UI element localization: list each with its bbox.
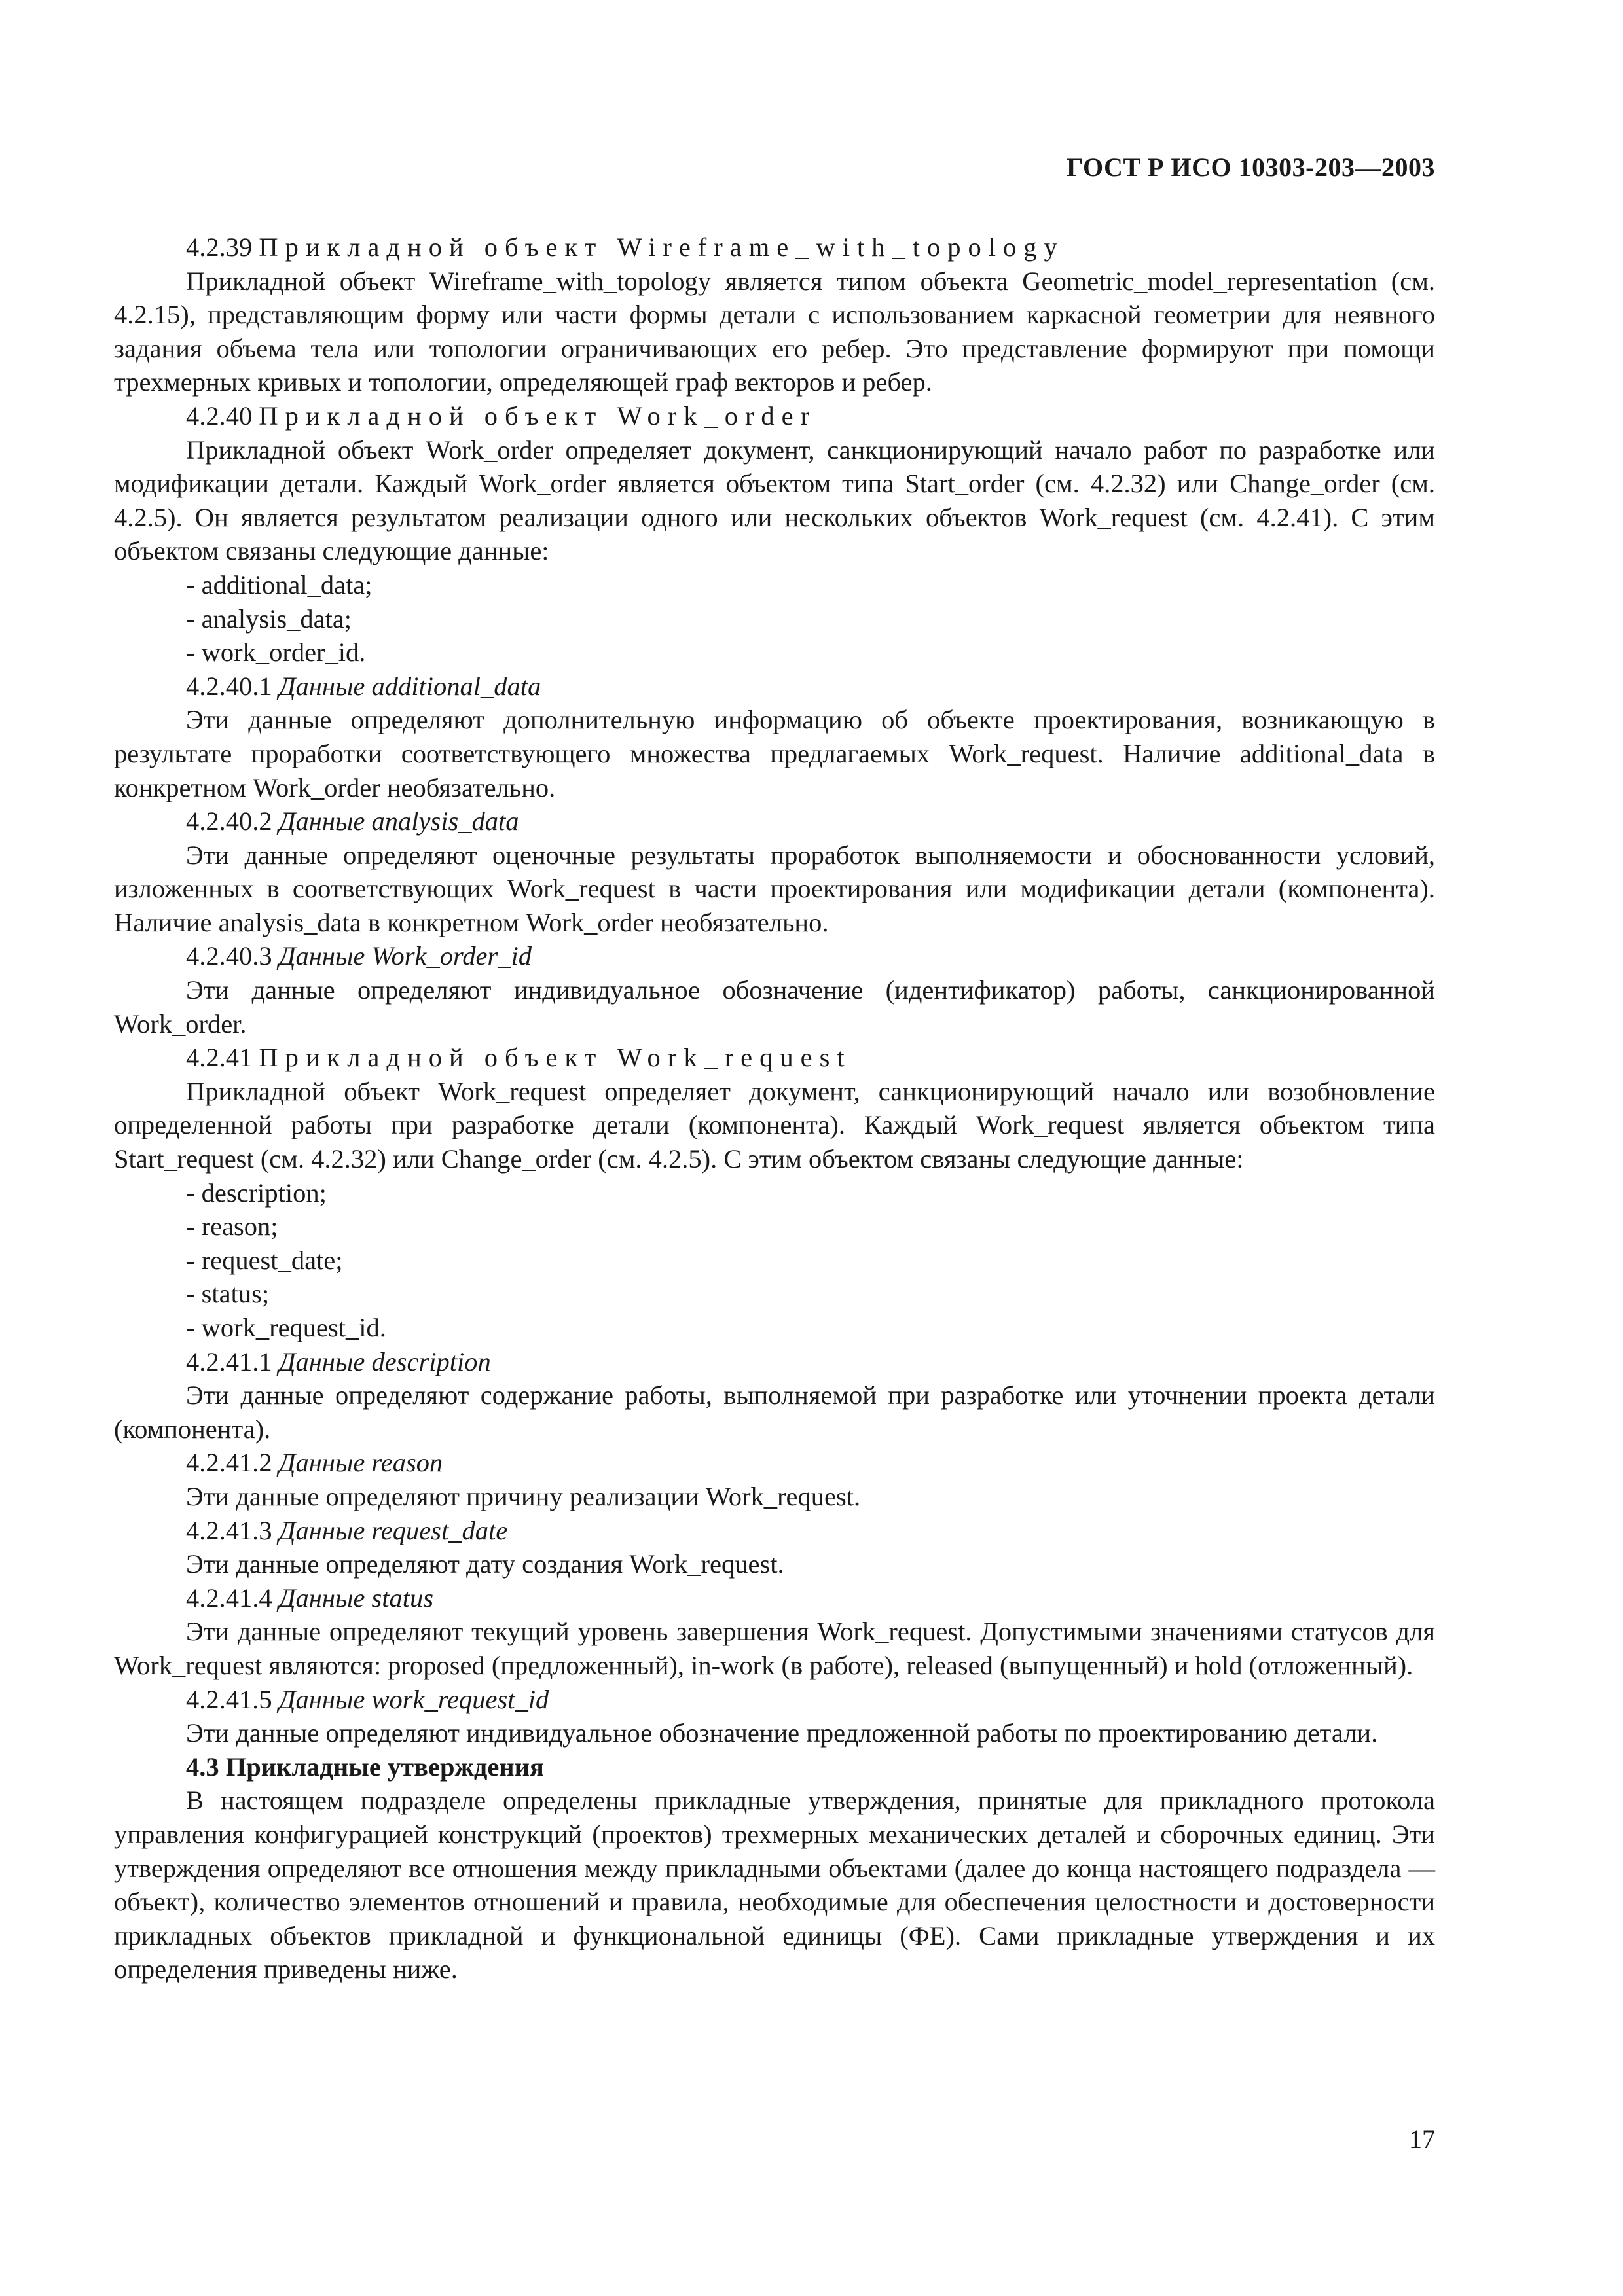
- subsection-heading-4-2-40-3: [114, 939, 1435, 973]
- subsection-title: Данные work_request_id: [278, 1684, 549, 1714]
- section-paragraph-4-2-40: Прикладной объект Work_order определяет документ, санкционирующий начало работ по разработке или модификации детали. Каждый Work_order является объектом типа Start_order (см. 4.2.32) или Change_order (см. 4.2.5). Он является результатом реализации одного или нескольких объектов Work_request (см. 4.2.41). С этим объектом связаны следующие данные:: [114, 435, 1435, 566]
- list-item: - additional_data;: [186, 569, 373, 600]
- page-number: 17: [1409, 2125, 1435, 2154]
- section-title: Прикладной объект Wireframe_with_topology: [259, 232, 1065, 262]
- section-heading-4-2-40: [114, 399, 1435, 433]
- subsection-heading-4-2-41-4: [114, 1581, 1435, 1615]
- list-item: - reason;: [186, 1211, 278, 1242]
- subsection-paragraph: Эти данные определяют дополнительную информацию об объекте проектирования, возникающую в результате проработки соответствующего множества предлагаемых Work_request. Наличие additional_data в конкретном Work_order необязательно.: [114, 705, 1435, 802]
- subsection-number: 4.2.41.4: [186, 1583, 279, 1613]
- subsection-title: Данные request_date: [278, 1515, 508, 1545]
- subsection-title: Данные analysis_data: [278, 806, 519, 836]
- section-heading-4-3: 4.3 Прикладные утверждения: [186, 1751, 544, 1782]
- section-title: Прикладной объект Work_request: [259, 1043, 852, 1073]
- section-heading-4-2-41: [114, 1041, 1435, 1075]
- section-paragraph-4-3: В настоящем подразделе определены прикладные утверждения, принятые для прикладного протокола управления конфигурацией конструкций (проектов) трехмерных механических деталей и сборочных единиц. Эти утверждения определяют все отношения между прикладными объектами (далее до конца настоящего подраздела — объект), количество элементов отношений и правила, необходимые для обеспечения целостности и достоверности прикладных объектов прикладной и функциональной единицы (ФЕ). Сами прикладные утверждения и их определения приведены ниже.: [114, 1785, 1435, 1984]
- subsection-paragraph: Эти данные определяют индивидуальное обозначение предложенной работы по проектированию детали.: [186, 1718, 1378, 1748]
- section-paragraph-4-2-39: Прикладной объект Wireframe_with_topology является типом объекта Geometric_model_representation (см. 4.2.15), представляющим форму или части формы детали с использованием каркасной геометрии для неявного задания объема тела или топологии ограничивающих его ребер. Это представление формируют при помощи трехмерных кривых и топологии, определяющей граф векторов и ребер.: [114, 266, 1435, 397]
- subsection-title: Данные reason: [278, 1448, 443, 1478]
- subsection-paragraph: Эти данные определяют индивидуальное обозначение (идентификатор) работы, санкционированной Work_order.: [114, 975, 1435, 1039]
- section-title: Прикладной объект Work_order: [259, 401, 817, 431]
- standard-header: ГОСТ Р ИСО 10303-203—2003: [1067, 152, 1435, 182]
- subsection-paragraph: Эти данные определяют текущий уровень завершения Work_request. Допустимыми значениями статусов для Work_request являются: proposed (предложенный), in-work (в работе), released (выпущенный) и hold (отложенный).: [114, 1617, 1435, 1680]
- subsection-heading-4-2-41-1: [114, 1345, 1435, 1379]
- subsection-title: Данные description: [278, 1346, 491, 1376]
- document-body: [114, 230, 1435, 1986]
- list-item: - request_date;: [186, 1245, 343, 1275]
- subsection-paragraph: Эти данные определяют оценочные результаты проработок выполняемости и обоснованности условий, изложенных в соответствующих Work_request в части проектирования или модификации детали (компонента). Наличие analysis_data в конкретном Work_order необязательно.: [114, 840, 1435, 937]
- section-number: 4.2.41: [186, 1043, 259, 1073]
- subsection-number: 4.2.41.5: [186, 1684, 279, 1714]
- section-number: 4.2.40: [186, 401, 259, 431]
- subsection-number: 4.2.40.1: [186, 671, 279, 701]
- subsection-heading-4-2-41-2: [114, 1446, 1435, 1480]
- subsection-paragraph: Эти данные определяют дату создания Work_request.: [186, 1549, 784, 1579]
- subsection-number: 4.2.40.3: [186, 941, 279, 971]
- subsection-paragraph: Эти данные определяют причину реализации Work_request.: [186, 1481, 861, 1511]
- subsection-heading-4-2-40-1: [114, 670, 1435, 704]
- list-item: - work_request_id.: [186, 1313, 386, 1342]
- list-item: - description;: [186, 1177, 327, 1208]
- section-heading-4-2-39: [114, 230, 1435, 264]
- subsection-heading-4-2-40-2: [114, 804, 1435, 838]
- section-paragraph-4-2-41: Прикладной объект Work_request определяет документ, санкционирующий начало или возобновление определенной работы при разработке детали (компонента). Каждый Work_request является объектом типа Start_request (см. 4.2.32) или Change_order (см. 4.2.5). С этим объектом связаны следующие данные:: [114, 1076, 1435, 1174]
- subsection-number: 4.2.40.2: [186, 806, 279, 836]
- section-number: 4.2.39: [186, 232, 259, 262]
- subsection-heading-4-2-41-5: [114, 1683, 1435, 1717]
- list-item: - status;: [186, 1279, 270, 1309]
- list-item: - work_order_id.: [186, 637, 366, 668]
- subsection-number: 4.2.41.3: [186, 1515, 279, 1545]
- subsection-heading-4-2-41-3: [114, 1514, 1435, 1548]
- subsection-title: Данные additional_data: [278, 671, 541, 701]
- subsection-title: Данные status: [278, 1583, 434, 1613]
- subsection-number: 4.2.41.2: [186, 1448, 279, 1478]
- subsection-number: 4.2.41.1: [186, 1346, 279, 1376]
- subsection-paragraph: Эти данные определяют содержание работы, выполняемой при разработке или уточнении проекта детали (компонента).: [114, 1380, 1435, 1444]
- subsection-title: Данные Work_order_id: [278, 941, 532, 971]
- list-item: - analysis_data;: [186, 603, 352, 634]
